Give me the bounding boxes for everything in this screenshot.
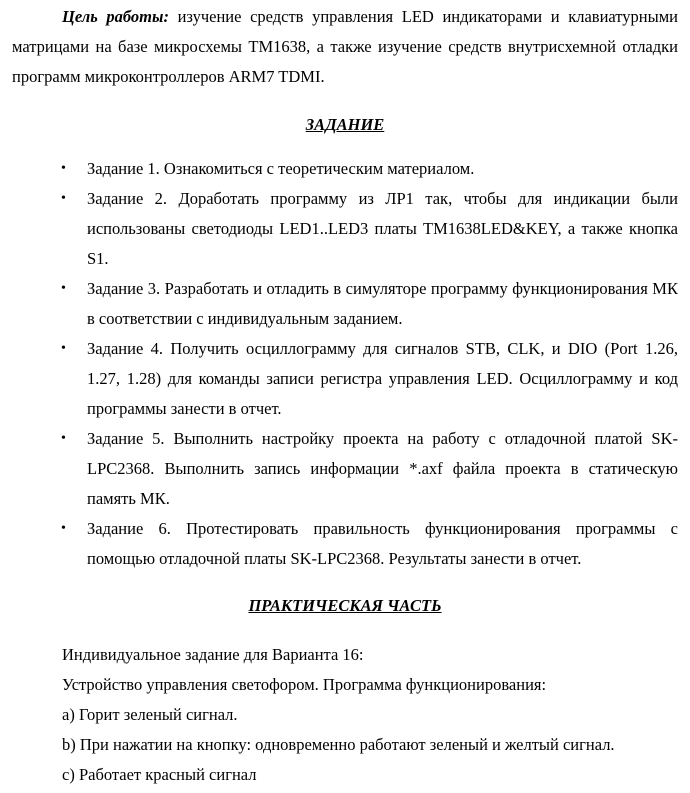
- practice-heading: ПРАКТИЧЕСКАЯ ЧАСТЬ: [248, 596, 442, 615]
- practice-section: [62, 640, 682, 790]
- step-a-line: a) Горит зеленый сигнал.: [62, 705, 238, 724]
- task-text: Задание 2. Доработать программу из ЛР1 так, чтобы для индикации были использованы светодиоды LED1..LED3 платы TM1638LED&KEY, а также кнопка S1.: [87, 189, 678, 268]
- task-text: Задание 3. Разработать и отладить в симуляторе программу функционирования МК в соответствии с индивидуальным заданием.: [87, 279, 678, 328]
- step-b-line: b) При нажатии на кнопку: одновременно работают зеленый и желтый сигнал.: [62, 735, 615, 754]
- bullet-icon: •: [61, 521, 66, 536]
- task-item-3: [0, 274, 690, 334]
- task-list: [0, 154, 690, 574]
- goal-text: изучение средств управления LED индикаторами и клавиатурными матрицами на базе микросхемы TM1638, а также изучение средств внутрисхемной отладки программ микроконтроллеров ARM7 TDMI.: [12, 7, 678, 86]
- goal-label: Цель работы:: [62, 7, 169, 26]
- device-line: Устройство управления светофором. Программа функционирования:: [62, 675, 547, 694]
- bullet-icon: •: [61, 341, 66, 356]
- bullet-icon: •: [61, 161, 66, 176]
- step-c-line: c) Работает красный сигнал: [62, 765, 257, 784]
- task-item-6: [0, 514, 690, 574]
- task-item-1: [0, 154, 690, 184]
- bullet-icon: •: [61, 431, 66, 446]
- bullet-icon: •: [61, 191, 66, 206]
- goal-paragraph: [12, 2, 678, 92]
- task-text: Задание 4. Получить осциллограмму для сигналов STB, CLK, и DIO (Port 1.26, 1.27, 1.28) для команды записи регистра управления LED. Осциллограмму и код программы занести в отчет.: [87, 339, 678, 418]
- task-item-2: [0, 184, 690, 274]
- task-text: Задание 5. Выполнить настройку проекта на работу с отладочной платой SK-LPC2368. Выполнить запись информации *.axf файла проекта в статическую память МК.: [87, 429, 678, 508]
- task-text: Задание 1. Ознакомиться с теоретическим материалом.: [87, 159, 475, 178]
- task-item-4: [0, 334, 690, 424]
- bullet-icon: •: [61, 281, 66, 296]
- task-text: Задание 6. Протестировать правильность функционирования программы с помощью отладочной платы SK-LPC2368. Результаты занести в отчет.: [87, 519, 678, 568]
- variant-line: Индивидуальное задание для Варианта 16:: [62, 645, 364, 664]
- assignment-heading: ЗАДАНИЕ: [305, 115, 385, 134]
- task-item-5: [0, 424, 690, 514]
